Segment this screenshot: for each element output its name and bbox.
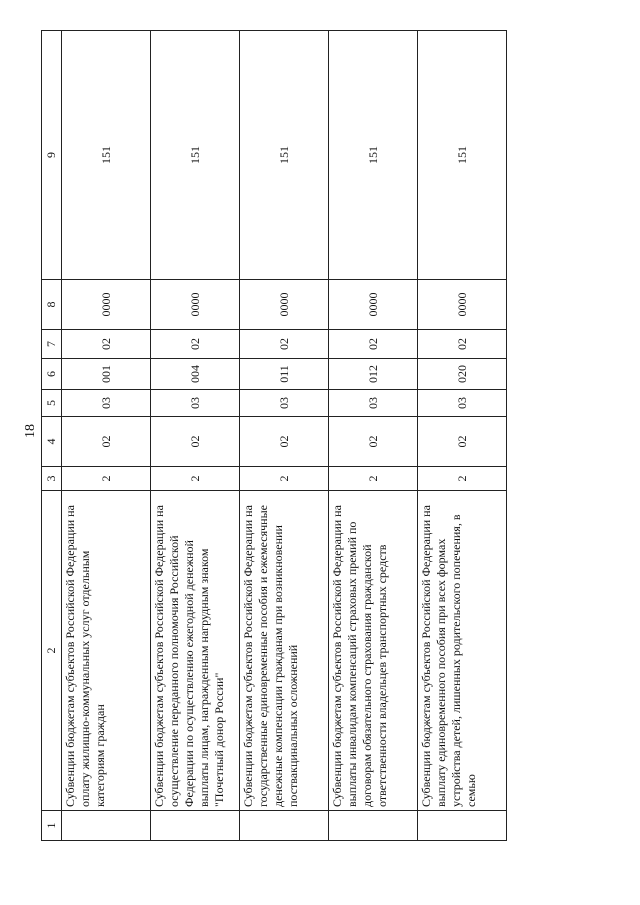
cell-description: Субвенции бюджетам субъектов Российской Федерации на государственные единовременные пособия и ежемесячные денежные компенсации гражданам при возникновении поствакцинальных осложнений bbox=[240, 491, 329, 811]
cell-description: Субвенции бюджетам субъектов Российской Федерации на выплаты инвалидам компенсаций страховых премий по договорам обязательного страхования гражданской ответственности владельцев транспортных средств bbox=[329, 491, 418, 811]
cell-description: Субвенции бюджетам субъектов Российской Федерации на выплату единовременного пособия при всех формах устройства детей, лишенных родительского попечения, в семью bbox=[418, 491, 507, 811]
cell-code: 0000 bbox=[151, 280, 240, 330]
cell-description: Субвенции бюджетам субъектов Российской Федерации на оплату жилищно-коммунальных услуг отдельным категориям граждан bbox=[62, 491, 151, 811]
table-row bbox=[151, 31, 240, 841]
col-header: 8 bbox=[42, 280, 62, 330]
cell-code: 02 bbox=[240, 417, 329, 467]
cell-code: 03 bbox=[329, 390, 418, 417]
cell-index bbox=[329, 811, 418, 841]
cell-code: 03 bbox=[151, 390, 240, 417]
cell-code: 02 bbox=[151, 330, 240, 359]
cell-code: 2 bbox=[151, 467, 240, 491]
cell-code: 02 bbox=[62, 330, 151, 359]
cell-code: 0000 bbox=[329, 280, 418, 330]
cell-code: 02 bbox=[329, 330, 418, 359]
cell-code: 011 bbox=[240, 359, 329, 390]
cell-code: 0000 bbox=[240, 280, 329, 330]
cell-index bbox=[418, 811, 507, 841]
budget-codes-table bbox=[41, 30, 507, 841]
cell-code: 151 bbox=[418, 31, 507, 280]
cell-code: 2 bbox=[62, 467, 151, 491]
table-row bbox=[240, 31, 329, 841]
cell-code: 0000 bbox=[418, 280, 507, 330]
col-header: 4 bbox=[42, 417, 62, 467]
cell-index bbox=[151, 811, 240, 841]
cell-code: 012 bbox=[329, 359, 418, 390]
cell-code: 004 bbox=[151, 359, 240, 390]
cell-code: 02 bbox=[418, 330, 507, 359]
cell-code: 001 bbox=[62, 359, 151, 390]
cell-code: 2 bbox=[329, 467, 418, 491]
cell-code: 2 bbox=[240, 467, 329, 491]
cell-code: 03 bbox=[418, 390, 507, 417]
cell-index bbox=[240, 811, 329, 841]
cell-code: 151 bbox=[240, 31, 329, 280]
cell-code: 03 bbox=[240, 390, 329, 417]
col-header: 9 bbox=[42, 31, 62, 280]
cell-code: 02 bbox=[240, 330, 329, 359]
cell-code: 02 bbox=[62, 417, 151, 467]
cell-description: Субвенции бюджетам субъектов Российской Федерации на осуществление переданного полномочия Российской Федерации по осуществлению ежегодной денежной выплаты лицам, награжденным нагрудным знаком "Почетный донор России" bbox=[151, 491, 240, 811]
cell-code: 03 bbox=[62, 390, 151, 417]
col-header: 1 bbox=[42, 811, 62, 841]
col-header: 2 bbox=[42, 491, 62, 811]
rotated-table-wrapper bbox=[41, 31, 494, 841]
cell-code: 0000 bbox=[62, 280, 151, 330]
cell-code: 02 bbox=[151, 417, 240, 467]
table-row bbox=[329, 31, 418, 841]
cell-code: 02 bbox=[418, 417, 507, 467]
table-row bbox=[62, 31, 151, 841]
cell-code: 020 bbox=[418, 359, 507, 390]
cell-code: 151 bbox=[151, 31, 240, 280]
col-header: 5 bbox=[42, 390, 62, 417]
cell-code: 151 bbox=[329, 31, 418, 280]
table-row bbox=[418, 31, 507, 841]
col-header: 3 bbox=[42, 467, 62, 491]
cell-code: 02 bbox=[329, 417, 418, 467]
col-header: 6 bbox=[42, 359, 62, 390]
header-row bbox=[42, 31, 62, 841]
page-number: 18 bbox=[23, 424, 38, 438]
col-header: 7 bbox=[42, 330, 62, 359]
cell-code: 2 bbox=[418, 467, 507, 491]
cell-code: 151 bbox=[62, 31, 151, 280]
cell-index bbox=[62, 811, 151, 841]
